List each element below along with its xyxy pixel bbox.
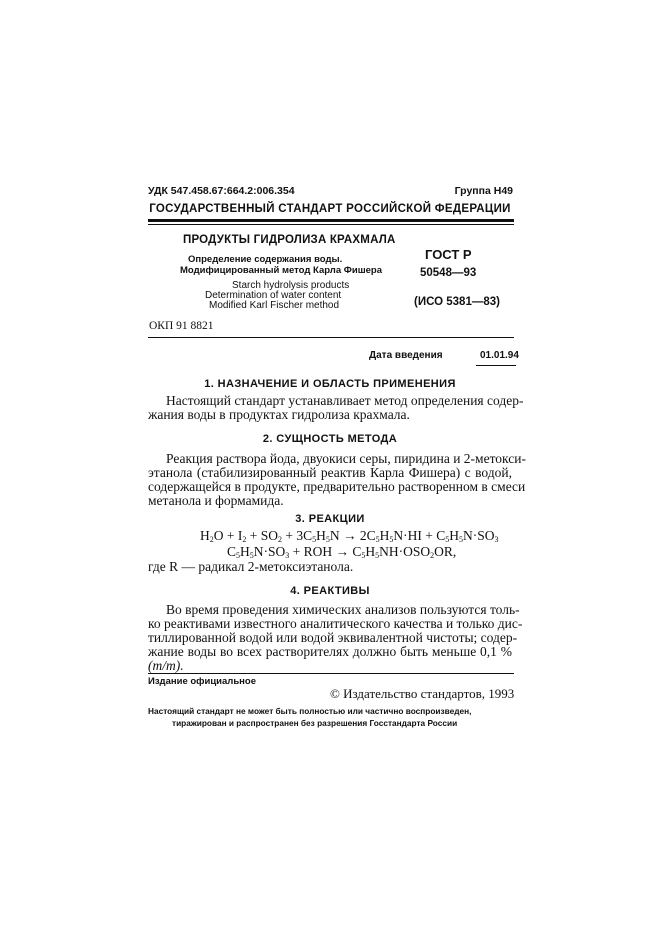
footer-rule <box>148 673 514 674</box>
intro-date-label: Дата введения <box>369 350 443 361</box>
title-block-rule <box>148 337 514 338</box>
title-en-3: Modified Karl Fischer method <box>209 300 340 311</box>
copyright: © Издательство стандартов, 1993 <box>330 686 515 701</box>
section-3-heading: 3. РЕАКЦИИ <box>295 513 365 525</box>
text-line: ко реактивами известного аналитического качества и только дис- <box>148 616 523 631</box>
gost-number: 50548—93 <box>420 267 477 279</box>
text-line: жания воды в продуктах гидролиза крахмала. <box>148 407 410 422</box>
section-2-text <box>148 451 526 508</box>
notice-line-1: Настоящий стандарт не может быть полностью или частично воспроизведен, <box>148 706 472 716</box>
intro-date-value: 01.01.94 <box>480 350 519 361</box>
intro-date-underline <box>476 365 516 366</box>
notice-line-2: тиражирован и распространен без разрешения Госстандарта России <box>172 718 458 728</box>
title-en-2: Determination of water content <box>205 290 342 301</box>
text-line: тиллированной водой или водой эквивалентной чистоты; содер- <box>148 630 518 645</box>
title-en-1: Starch hydrolysis products <box>232 280 350 291</box>
section-1-text <box>148 393 524 422</box>
text-line: Настоящий стандарт устанавливает метод определения содер- <box>166 393 524 408</box>
group-code: Группа Н49 <box>454 185 513 197</box>
reaction-equation-1: $H_2O + I_2 + SO_2 + 3C_5H_5N \to 2C_5H_5N\cdot HI + C_5H_5N\cdot SO_3$ <box>200 528 499 544</box>
header-thin-rule <box>148 224 514 225</box>
udk-code: УДК 547.458.67:664.2:006.354 <box>148 185 295 197</box>
section-4-text <box>148 602 523 673</box>
official-edition: Издание официальное <box>148 676 256 687</box>
title-ru: ПРОДУКТЫ ГИДРОЛИЗА КРАХМАЛА <box>183 234 396 246</box>
header-thick-rule <box>148 219 514 222</box>
gost-label: ГОСТ Р <box>425 247 472 262</box>
state-standard-title: ГОСУДАРСТВЕННЫЙ СТАНДАРТ РОССИЙСКОЙ ФЕДЕРАЦИИ <box>149 203 511 215</box>
text-line: жание воды во всех растворителях должно быть меньше 0,1 % <box>148 644 512 659</box>
text-line: (m/m). <box>148 658 184 673</box>
text-line: этанола (стабилизированный реактив Карла Фишера) с водой, <box>148 465 512 480</box>
section-4-heading: 4. РЕАКТИВЫ <box>290 585 370 597</box>
text-line: содержащейся в продукте, предварительно растворенном в смеси <box>148 479 526 494</box>
okp-code: ОКП 91 8821 <box>149 320 214 332</box>
subtitle-ru-2: Модифицированный метод Карла Фишера <box>180 265 382 276</box>
text-line: метанола и формамида. <box>148 493 284 508</box>
section-2-heading: 2. СУЩНОСТЬ МЕТОДА <box>262 433 398 445</box>
reaction-note: где R — радикал 2-метоксиэтанола. <box>148 559 354 574</box>
iso-reference: (ИСО 5381—83) <box>414 296 500 308</box>
text-line: Реакция раствора йода, двуокиси серы, пиридина и 2-метокси- <box>166 451 526 466</box>
subtitle-ru-1: Определение содержания воды. <box>188 254 343 265</box>
text-line: Во время проведения химических анализов пользуются толь- <box>166 602 520 617</box>
reaction-equation-2: $C_5H_5N\cdot SO_3$ + ROH → $C_5H_5NH\cdot OSO_2OR$, <box>227 544 457 560</box>
section-1-heading: 1. НАЗНАЧЕНИЕ И ОБЛАСТЬ ПРИМЕНЕНИЯ <box>204 378 456 390</box>
